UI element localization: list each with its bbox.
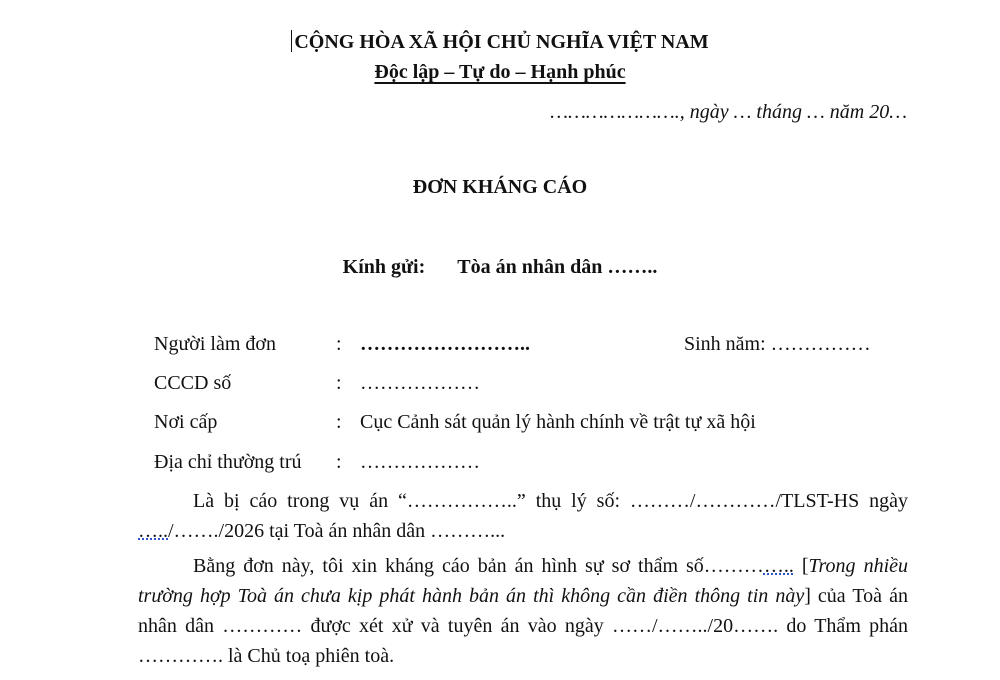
field-value-id-number: ……………… [360, 372, 480, 394]
field-colon: : [336, 451, 342, 473]
case-info-text-c: /……./2026 tại Toà án nhân dân ………... [168, 520, 506, 542]
field-value-applicant: …………………….. [360, 333, 530, 355]
national-name-text: CỘNG HÒA XÃ HỘI CHỦ NGHĨA VIỆT NAM [294, 31, 709, 53]
field-colon: : [336, 411, 342, 433]
appeal-text-end: ] của Toà án nhân dân ………… được xét xử và tuyên án vào ngày ……/……../20……. do Thẩm phán …………. là Chủ toạ phiên toà. [138, 585, 908, 667]
text-cursor [291, 30, 292, 52]
appeal-bracket-open: [ [801, 555, 809, 577]
date-line: …………………., ngày … tháng … năm 20… [550, 101, 907, 123]
document-title: ĐƠN KHÁNG CÁO [412, 176, 588, 198]
case-info-underlined: ….. [138, 520, 168, 542]
field-value-address: ……………… [360, 451, 480, 473]
field-label-issued-by: Nơi cấp [154, 411, 218, 433]
motto-heading [0, 61, 1000, 84]
field-label-applicant: Người làm đơn [154, 333, 276, 355]
birth-year-field: Sinh năm: …………… [684, 333, 871, 355]
appeal-underlined: ….. [763, 555, 794, 577]
national-name-heading [0, 30, 1000, 54]
paragraph-case-info [138, 486, 908, 546]
field-label-address: Địa chỉ thường trú [154, 451, 302, 473]
recipient-label: Kính gửi: [342, 256, 426, 278]
field-value-issued-by: Cục Cảnh sát quản lý hành chính về trật tự xã hội [360, 411, 756, 433]
motto-text: Độc lập – Tự do – Hạnh phúc [374, 61, 626, 83]
appeal-text-a: Bằng đơn này, tôi xin kháng cáo bản án hình sự sơ thẩm số……… [193, 555, 764, 577]
case-info-text-a: Là bị cáo trong vụ án “……………..” thụ lý số: ………/…………/TLST-HS ngày [193, 490, 908, 512]
field-colon: : [336, 372, 342, 394]
recipient-line [0, 256, 1000, 279]
field-label-id-number: CCCD số [154, 372, 232, 394]
recipient-value: Tòa án nhân dân …….. [457, 256, 658, 278]
appeal-italic-note: Trong nhiều trường hợp Toà án chưa kịp phát hành bản án thì không cần điền thông tin này [138, 555, 908, 607]
paragraph-appeal [138, 551, 908, 671]
field-colon: : [336, 333, 342, 355]
